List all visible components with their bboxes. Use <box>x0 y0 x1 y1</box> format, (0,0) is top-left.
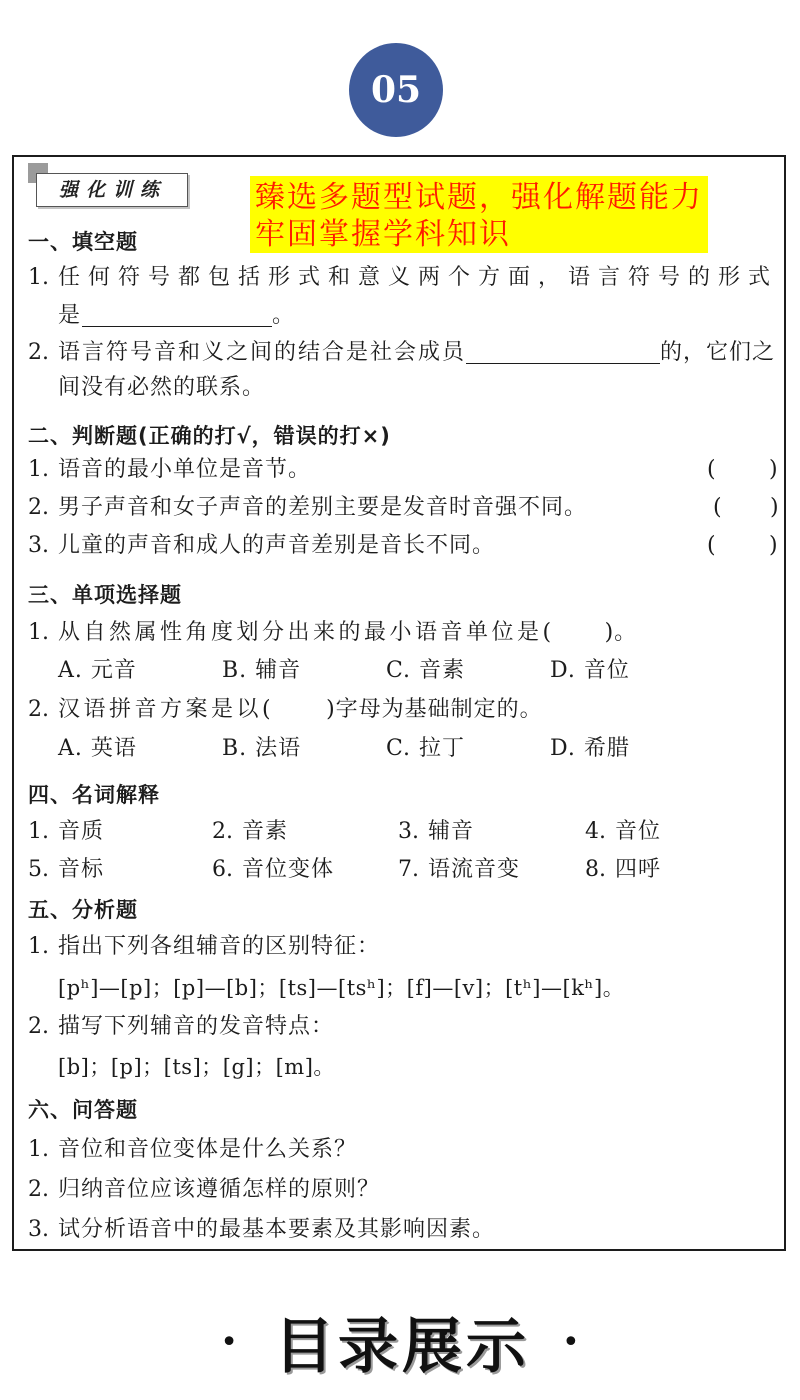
question-text: 任何符号都包括形式和意义两个方面，语言符号的形式 <box>58 265 779 290</box>
footer-bullet-left: • <box>220 1324 238 1360</box>
footer-title: 目录展示 <box>274 1312 530 1382</box>
question-text: 语音的最小单位是音节。 <box>58 457 312 482</box>
term-text: 音位变体 <box>242 857 335 882</box>
term-text: 音素 <box>242 819 289 844</box>
answer-paren-close: ) <box>769 457 778 482</box>
choice-option-d: D. 音位 <box>550 658 630 683</box>
answer-blank <box>82 301 272 327</box>
fill-question-2-continued <box>58 373 772 403</box>
term-item <box>212 855 334 885</box>
term-item <box>28 855 104 885</box>
question-text: 从自然属性角度划分出来的最小语音单位是( <box>58 620 555 645</box>
short-answer-question-2 <box>28 1175 772 1205</box>
true-false-question-3 <box>28 531 778 561</box>
answer-paren-open: ( <box>707 457 716 482</box>
footer-bullet-right: • <box>562 1324 580 1360</box>
answer-paren-open: ( <box>713 495 722 520</box>
question-number: 2. <box>28 697 49 722</box>
answer-paren-open: ( <box>707 533 716 558</box>
section-number-badge <box>349 43 443 137</box>
analysis-question-1-phonetics: [pʰ]—[p]；[p]—[b]；[ts]—[tsʰ]；[f]—[v]；[tʰ]—[kʰ]。 <box>58 976 625 1000</box>
term-number: 5. <box>28 857 49 882</box>
term-text: 音位 <box>615 819 662 844</box>
question-text: 的，它们之 <box>660 340 776 365</box>
choice-option-a: A. 英语 <box>58 736 137 761</box>
choice-option-b: B. 法语 <box>222 736 302 761</box>
question-number: 2. <box>28 1014 49 1039</box>
question-number: 2. <box>28 1177 49 1202</box>
term-row-2 <box>28 855 772 885</box>
exercise-tag-label: 强化训练 <box>59 179 168 201</box>
term-row-1 <box>28 817 772 847</box>
question-text: 归纳音位应该遵循怎样的原则？ <box>58 1177 381 1202</box>
term-item <box>585 855 661 885</box>
question-text: 。 <box>272 303 295 328</box>
term-text: 语流音变 <box>428 857 521 882</box>
term-number: 8. <box>585 857 606 882</box>
section-heading-multiple-choice: 三、单项选择题 <box>28 583 182 607</box>
choice-option-b: B. 辅音 <box>222 658 302 683</box>
question-number: 1. <box>28 457 49 482</box>
choice-option-a: A. 元音 <box>58 658 137 683</box>
section-heading-fill-in: 一、填空题 <box>28 230 138 254</box>
question-text: 儿童的声音和成人的声音差别是音长不同。 <box>58 533 496 558</box>
analysis-question-2 <box>28 1012 772 1042</box>
choice-question-1 <box>28 618 772 648</box>
choice-question-1-options <box>28 656 772 686</box>
question-text: 汉语拼音方案是以( <box>58 697 275 722</box>
term-text: 音质 <box>58 819 105 844</box>
analysis-question-2-phonetics: [b]；[p]；[ts]；[g]；[m]。 <box>58 1055 335 1079</box>
term-text: 四呼 <box>615 857 662 882</box>
question-number: 1. <box>28 265 49 290</box>
question-number: 1. <box>28 934 49 959</box>
short-answer-question-1 <box>28 1135 772 1165</box>
section-number: 05 <box>370 69 422 111</box>
true-false-question-1 <box>28 455 778 485</box>
term-item <box>212 817 288 847</box>
exercise-panel <box>12 155 786 1251</box>
term-number: 1. <box>28 819 49 844</box>
section-heading-short-answer: 六、问答题 <box>28 1098 138 1122</box>
term-number: 2. <box>212 819 233 844</box>
section-heading-true-false: 二、判断题(正确的打√，错误的打×) <box>28 424 391 448</box>
fill-question-2 <box>28 338 776 368</box>
question-number: 1. <box>28 1137 49 1162</box>
question-text: )。 <box>604 620 638 645</box>
promo-line-2: 牢固掌握学科知识 <box>255 217 511 252</box>
question-text: )字母为基础制定的。 <box>326 697 543 722</box>
true-false-question-2 <box>28 493 779 523</box>
promo-line-1: 臻选多题型试题，强化解题能力 <box>255 180 703 215</box>
choice-option-d: D. 希腊 <box>550 736 630 761</box>
answer-blank <box>466 338 660 364</box>
fill-question-1 <box>28 263 779 293</box>
answer-paren-close: ) <box>769 533 778 558</box>
term-text: 辅音 <box>428 819 475 844</box>
term-text: 音标 <box>58 857 105 882</box>
question-number: 1. <box>28 620 49 645</box>
question-number: 2. <box>28 495 49 520</box>
question-text: 男子声音和女子声音的差别主要是发音时音强不同。 <box>58 495 588 520</box>
question-text: 描写下列辅音的发音特点： <box>58 1014 335 1039</box>
question-text: 语言符号音和义之间的结合是社会成员 <box>58 340 467 365</box>
question-number: 3. <box>28 1217 49 1242</box>
analysis-question-1 <box>28 932 772 962</box>
term-item <box>398 817 474 847</box>
term-number: 7. <box>398 857 419 882</box>
term-number: 4. <box>585 819 606 844</box>
question-number: 2. <box>28 340 49 365</box>
question-text: 音位和音位变体是什么关系？ <box>58 1137 358 1162</box>
term-number: 3. <box>398 819 419 844</box>
answer-paren-close: ) <box>770 495 779 520</box>
catalog-footer <box>0 1304 800 1380</box>
question-text: 试分析语音中的最基本要素及其影响因素。 <box>58 1217 496 1242</box>
term-item <box>28 817 104 847</box>
exercise-tag <box>36 173 188 207</box>
question-text: 是 <box>58 303 83 328</box>
section-heading-analysis: 五、分析题 <box>28 898 138 922</box>
term-item <box>398 855 520 885</box>
section-heading-term-definitions: 四、名词解释 <box>28 783 160 807</box>
choice-option-c: C. 音素 <box>386 658 466 683</box>
question-text: 指出下列各组辅音的区别特征： <box>58 934 381 959</box>
choice-question-2-options <box>28 734 772 764</box>
term-item <box>585 817 661 847</box>
choice-question-2 <box>28 695 772 725</box>
short-answer-question-3 <box>28 1215 772 1245</box>
question-text: 间没有必然的联系。 <box>58 375 266 400</box>
fill-question-1-continued <box>58 301 772 331</box>
term-number: 6. <box>212 857 233 882</box>
choice-option-c: C. 拉丁 <box>386 736 466 761</box>
question-number: 3. <box>28 533 49 558</box>
